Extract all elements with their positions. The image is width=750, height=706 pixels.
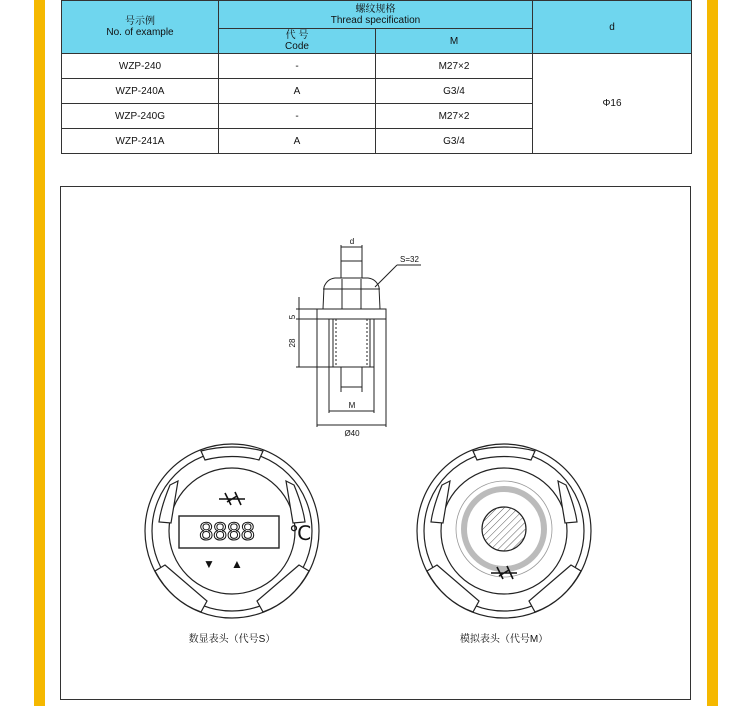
caption-digital: 数显表头（代号S） (188, 634, 276, 645)
m-cell: G3/4 (376, 129, 533, 154)
example-header-cn: 号示例 (125, 16, 155, 27)
dim-5-label: 5 (288, 314, 297, 320)
code-cell: - (219, 104, 376, 129)
thread-header-en: Thread specification (330, 14, 421, 26)
caption-analog: 模拟表头（代号M） (459, 634, 549, 645)
example-header-en: No. of example (106, 27, 174, 38)
right-frame-bar (707, 0, 718, 706)
model-cell: WZP-240 (62, 54, 219, 79)
display-digits: 8888 (199, 518, 255, 546)
unit-label: ℃ (289, 523, 312, 545)
model-cell: WZP-240G (62, 104, 219, 129)
thread-header (219, 1, 533, 29)
left-frame-bar (34, 0, 45, 706)
thread-header-cn: 螺纹规格 (355, 3, 396, 15)
d-value-cell: Φ16 (533, 54, 692, 154)
model-cell: WZP-240A (62, 79, 219, 104)
up-arrow-icon: ▲ (231, 557, 243, 571)
dim-s-label: S=32 (400, 255, 419, 264)
m-cell: G3/4 (376, 79, 533, 104)
analog-head (417, 444, 591, 618)
table-row (62, 54, 692, 79)
spec-table (61, 0, 692, 154)
code-cell: A (219, 79, 376, 104)
dim-d-label: d (349, 237, 355, 246)
down-arrow-icon: ▼ (203, 557, 215, 571)
code-header-cn: 代 号 (285, 30, 309, 41)
dim-40-label: Ø40 (344, 429, 360, 438)
m-cell: M27×2 (376, 54, 533, 79)
dim-28-label: 28 (288, 338, 297, 348)
model-cell: WZP-241A (62, 129, 219, 154)
d-header: d (533, 1, 692, 54)
dim-m-label: M (348, 401, 356, 410)
code-header (219, 29, 376, 54)
drawing-panel (60, 186, 691, 700)
code-header-en: Code (285, 41, 309, 52)
example-header (62, 1, 219, 54)
dial-center (482, 507, 526, 551)
m-cell: M27×2 (376, 104, 533, 129)
fitting-side-view (288, 237, 421, 438)
technical-drawing (61, 187, 690, 699)
digital-head (145, 444, 319, 618)
code-cell: A (219, 129, 376, 154)
m-header: M (376, 29, 533, 54)
code-cell: - (219, 54, 376, 79)
brand-logo (219, 492, 245, 505)
